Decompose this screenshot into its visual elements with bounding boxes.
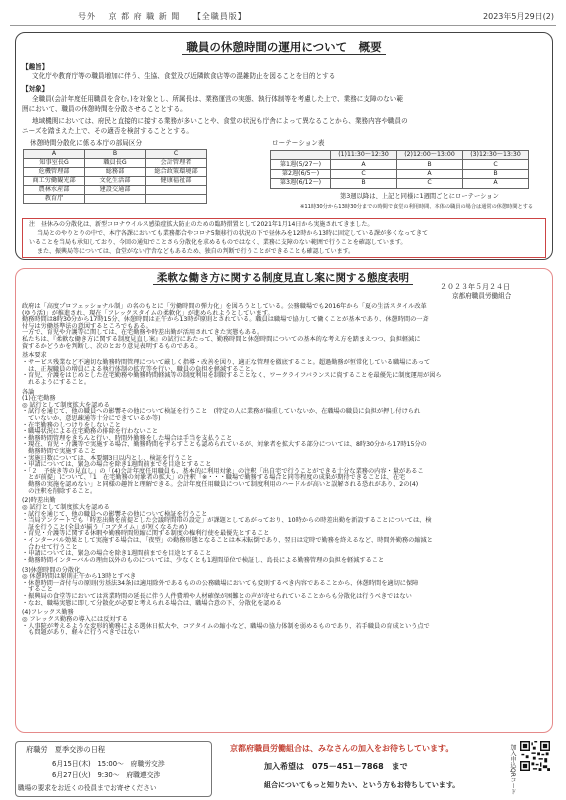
- article2-line: (2)時差出勤: [22, 497, 56, 505]
- date-page: 2023年5月29日(2): [483, 12, 554, 21]
- table-cell: B: [331, 179, 397, 188]
- rotation-table: [270, 150, 529, 189]
- table-cell: 第3週(6/12～): [271, 179, 331, 188]
- schedule-note: 職場の要求をお近くの役員までお寄せください: [18, 784, 157, 792]
- rotation-note-2: ※11時30分から13時30分までの時間で食堂の利用時間、本体の職員の場合は通常の休憩時間とする: [300, 204, 534, 210]
- article2-org: 京都府職員労働組合: [452, 292, 512, 300]
- table-cell: A: [463, 179, 529, 188]
- article2-line: ・試行を通じて、他の職員への影響その他について検証を行うこと: [22, 510, 208, 518]
- target-heading: 【対象】: [22, 85, 49, 93]
- article2-line: ◎ 試行として制度拡大を認める: [22, 401, 110, 409]
- article2-line: ・現在、育児・介護等で実施する場合、勤務時間をずらすことも認められているが、対象者を拡大する部分については、8時30分から17時15分の: [22, 441, 427, 449]
- table-cell: 第1週(5/27～): [271, 160, 331, 169]
- article2-line: すること: [22, 586, 53, 594]
- qr-code-icon[interactable]: [520, 741, 550, 771]
- table-row: [24, 168, 207, 177]
- table-cell: 商工労働観光部: [24, 177, 85, 186]
- article2-line: ・インターバル効果として実施する場合は、「夜型」の勤務形態となることは本末転倒であり、翌日は定時で勤務を終えるなど、時間外勤務の縮減と: [22, 537, 433, 544]
- table-cell: 職員長G: [85, 159, 146, 168]
- rotation-table-header: [271, 151, 529, 160]
- article2-line: (1)在宅勤務: [22, 395, 56, 403]
- table-cell: 総務部: [85, 168, 146, 177]
- schedule-box: [15, 741, 212, 797]
- table-cell: 知事室長G: [24, 159, 85, 168]
- target-text-3: 地域機関においては、府民と直接的に接する業務が多いことや、食堂の状況も庁舎によって異なることから、業務内容や職員の: [32, 117, 408, 125]
- article2-line: (ゆう活)」が推進され、現在「フレックスタイムの柔軟化」が進められようとしています。: [22, 309, 274, 317]
- article2-line: ・「２ 予続き等の見直し」の「(4)会計年度任用職員も、基本的に利用対象」の注釈「出自宅で行うことができる十分な業務の内容・量があるこ: [22, 467, 424, 475]
- article2-line: ・育児・介護等に関する休暇や勤務時間短縮に関する制度の権利行使を最優先とすること: [22, 530, 270, 538]
- article2-line: ◎ フレックス勤務の導入には反対する: [22, 616, 128, 623]
- article2-line: 資するかどうかを判断し、次のとおり意見表明するものである。: [22, 342, 202, 350]
- table-cell: B: [463, 169, 529, 178]
- table-cell: [146, 195, 207, 204]
- article2-line: 各論: [22, 388, 35, 396]
- table-row: [24, 177, 207, 186]
- article2-line: 合わせて行うこと: [22, 543, 78, 551]
- article2-line: ていないか、意思疎通等十分にできているか等): [22, 415, 161, 422]
- dept-table-caption: 休憩時間分散化に係る本庁の部局区分: [30, 139, 143, 147]
- article2-line: も問題があり、軽々に行うべきではない: [22, 629, 140, 637]
- table-cell: 建設交通部: [85, 186, 146, 195]
- dept-table-header: [24, 150, 207, 159]
- note-line: 当局とのやりとりの中で、本庁各課においても業務都合やコロナ5類移行の状況の下で昼休みを12時から13時に固定している課が多くなってきて: [37, 230, 428, 237]
- join-note: 組合についてもっと知りたい、という方もお待ちしています。: [264, 781, 460, 789]
- page-header: [0, 0, 566, 30]
- article2-line: ・育児、介護をはじめとした在宅勤務や勤務時間軽減等の制度利用を制限することなく、ワークライフバランスに資することを最優先に制度運用が図ら: [22, 372, 442, 380]
- article2-line: ・試行を通じて、他の職員への影響その他について検証を行うこと (特定の人に業務が偏重していないか、在職場の職員に負担が押し付けられ: [22, 408, 421, 416]
- article2-line: 勤務の実施を認めない」と同様の趣旨と理解できる。会計年度任用職員について制度利用のハードルが高いと誤解される恐れがあり、2の(4): [22, 481, 419, 488]
- rotation-header-3: (3)12:30～13:30: [463, 151, 529, 160]
- article2-line: ・職場状況による在宅勤務の排除を行わないこと: [22, 428, 159, 436]
- target-text-4: ニーズを踏まえた上で、その適否を検討することとする。: [22, 127, 193, 135]
- purpose-text: 文化庁や教育庁等の職員増加に伴う、生協、食堂及び近隣飲食店等の混雑防止を図ることを目的とする: [32, 72, 336, 80]
- note-line: また、振興局等については、食堂がない庁舎などもあるため、独自の判断で行うことができることも確認しています。: [37, 248, 355, 255]
- join-section: [222, 741, 552, 797]
- table-cell: B: [397, 160, 463, 169]
- table-row: [271, 179, 529, 188]
- note-line: いることを当局も承知しており、今回の通知でことさら分散化を求めるものではなく、業務に支障のない範囲で行うことを確認しています。: [29, 239, 407, 246]
- schedule-title: 府職労 夏季交渉の日程: [26, 745, 106, 754]
- schedule-item-1: 6月15日(木) 15:00～ 府職労交渉: [52, 760, 165, 768]
- masthead: [78, 11, 256, 22]
- article2-line: 基本要求: [22, 352, 47, 360]
- article2-line: 私たちは、『柔軟な働き方に関する制度見直し案』の試行にあたって、勤務時間と休憩時間についての基本的な考え方を踏まえつつ、負担軽減に: [22, 336, 421, 343]
- table-cell: 健康福祉部: [146, 177, 207, 186]
- article2-line: ・実施日数については、本要綱3日以内とし、検証を行うこと: [22, 454, 193, 462]
- table-cell: 会計管理者: [146, 159, 207, 168]
- article2-line: ・在宅勤務のしつけりをしないこと: [22, 421, 121, 429]
- table-row: [24, 159, 207, 168]
- table-cell: C: [331, 169, 397, 178]
- article2-line: (4)フレックス勤務: [22, 609, 74, 617]
- article2-line: 勤務時間で実施すること: [22, 448, 97, 455]
- rotation-header-week: [271, 151, 331, 160]
- table-cell: A: [397, 169, 463, 178]
- schedule-item-2: 6月27日(火) 9:30～ 府職連交渉: [52, 771, 161, 779]
- rotation-header-2: (2)12:00～13:00: [397, 151, 463, 160]
- table-row: [24, 186, 207, 195]
- join-contact: 加入希望は 075－451－7868 まで: [264, 762, 408, 771]
- target-text-2: 囲において、職員の休憩時間を分散させることとする。: [22, 105, 187, 113]
- article2-line: ・なお、職場実態に即して分散化が必要と考えられる場合は、職場合意の下、分散化を認める: [22, 599, 282, 607]
- article1-title: 職員の休憩時間の運用について 概要: [16, 39, 552, 55]
- article2-line: ・勤務時間インターバルの理由以外のものについては、少なくとも1週間単位で検証し、島長による勤務管理の負担を軽減すること: [22, 556, 385, 564]
- article2-line: ◎ 試行として制度拡大を認める: [22, 504, 110, 511]
- article2-line: 証を行うこと(全員が揃う「コアタイム」が短くなるため): [22, 523, 188, 531]
- article2-line: ・人事院が考えるような変形的勤務による選休日拡大や、コアタイムの縮小など、職場の協力体制を弱めるものであり、若手職員の育成という点で: [22, 622, 430, 630]
- article2-date: ２０２３年５月２４日: [440, 283, 510, 291]
- article2-line: 一方で、育児や介護等に関しては、在宅勤務や時差出勤が活用されてきた実態もある。: [22, 329, 264, 337]
- article2-title: 柔軟な働き方に関する制度見直し案に関する態度表明: [0, 270, 566, 285]
- table-row: [24, 195, 207, 204]
- rotation-table-caption: ローテーション表: [272, 139, 325, 147]
- article2-line: ・休憩時間一斉付与の原則(労基法34条)は適用除外であるものの公務職場においても変則するべき内容であることから、休憩時間を適切に保障: [22, 579, 419, 587]
- table-cell: C: [463, 160, 529, 169]
- note-line: 注 昼休みの分散化は、新型コロナウイルス感染症拡大防止のための臨時措置として2021年1月14日から実施されてきました。: [29, 221, 374, 228]
- article2-line: 政府は「高度プロフェッショナル制」の名のもとに「労働時間の弾力化」を図ろうとしている。公務職場でも2016年から「夏の生活スタイル改革: [22, 303, 427, 310]
- rotation-note-1: 第3週以降は、上記と同様に1週間ごとにローテーション: [340, 193, 499, 200]
- join-headline: 京都府職員労働組合は、みなさんの加入をお待ちしています。: [230, 744, 454, 753]
- article2-line: ・振興局の食堂等においては営業時間の延長に伴う人件費増や人材確保が困難との声が寄せられていることからも分散化は行うべきではない: [22, 593, 412, 600]
- article2-line: の注釈を削除すること。: [22, 487, 97, 495]
- article2-line: ・勤務時間管理をきちんと行い、時間外勤務をした場合は手当を支払うこと: [22, 434, 233, 442]
- table-cell: C: [397, 179, 463, 188]
- table-cell: 文化生活部: [85, 177, 146, 186]
- table-cell: [146, 186, 207, 195]
- table-cell: [85, 195, 146, 204]
- dept-table: [23, 149, 207, 204]
- article2-line: (3)休憩時間の分散化: [22, 566, 81, 574]
- article2-line: ・サービス残業など不適切な勤務時間管理について厳しく指導・改善を図り、適正な管理を徹底すること。超過勤務が恒常化している職場にあって: [22, 359, 431, 366]
- article2-line: ◎ 休憩時間は原則正午から13時とすべき: [22, 573, 137, 581]
- dept-header-a: A: [24, 150, 85, 159]
- table-cell: A: [331, 160, 397, 169]
- table-cell: 危機管理部: [24, 168, 85, 177]
- dept-header-b: B: [85, 150, 146, 159]
- table-cell: 総合政策環境部: [146, 168, 207, 177]
- dept-header-c: C: [146, 150, 207, 159]
- article2-line: 勤務時間は8時30分から17時15分、休憩時間は正午から13時が原則とされている。職員は職場で協力して働くことが基本であり、休憩時間の一斉: [22, 316, 429, 324]
- table-cell: 第2週(6/5～): [271, 169, 331, 178]
- article2-line: ・当局アンケートでも「時差出勤を前提とした会議時間帯の設定」が課題としてあがっており、10時からの時差出勤を新設することについては、検: [22, 517, 432, 525]
- article2-line: ・申請については、緊急の場合を除き1週間前までを目途とすること: [22, 461, 212, 469]
- article2-line: れるようにすること。: [22, 378, 91, 386]
- table-cell: 教育庁: [24, 195, 85, 204]
- rest-time-note-box: [22, 218, 546, 258]
- table-row: [271, 169, 529, 178]
- target-text-1: 全職員(会計年度任用職員を含む。)を対象とし、所属長は、業務運営の実態、執行体制等を考慮した上で、業務に支障のない範: [32, 95, 403, 103]
- header-divider: [10, 25, 556, 26]
- issue-label: 号外: [78, 12, 96, 21]
- paper-name: 京 都 府 職 新 聞: [108, 12, 181, 21]
- edition-label: 【全職員版】: [192, 12, 247, 21]
- article2-line: とが前提」について、「1 在宅勤務の対象者の拡大」の注釈「※・・・職場で勤務する場合と同等程度の成果が期待できることは、在宅: [22, 474, 406, 482]
- table-row: [271, 160, 529, 169]
- qr-label: 加入申込QRコード: [509, 744, 516, 795]
- table-cell: 農林水産部: [24, 186, 85, 195]
- article2-line: ・申請については、緊急の場合を除き1週間前までを目途とすること: [22, 550, 212, 558]
- article2-line: は、正規職員の増員による執行体制の拡充等を行い、職員の負担を軽減すること。: [22, 365, 258, 373]
- purpose-heading: 【趣旨】: [22, 63, 49, 71]
- rotation-header-1: (1)11:30～12:30: [331, 151, 397, 160]
- article2-line: 付与は労働基準法の意図するところでもある。: [22, 322, 152, 330]
